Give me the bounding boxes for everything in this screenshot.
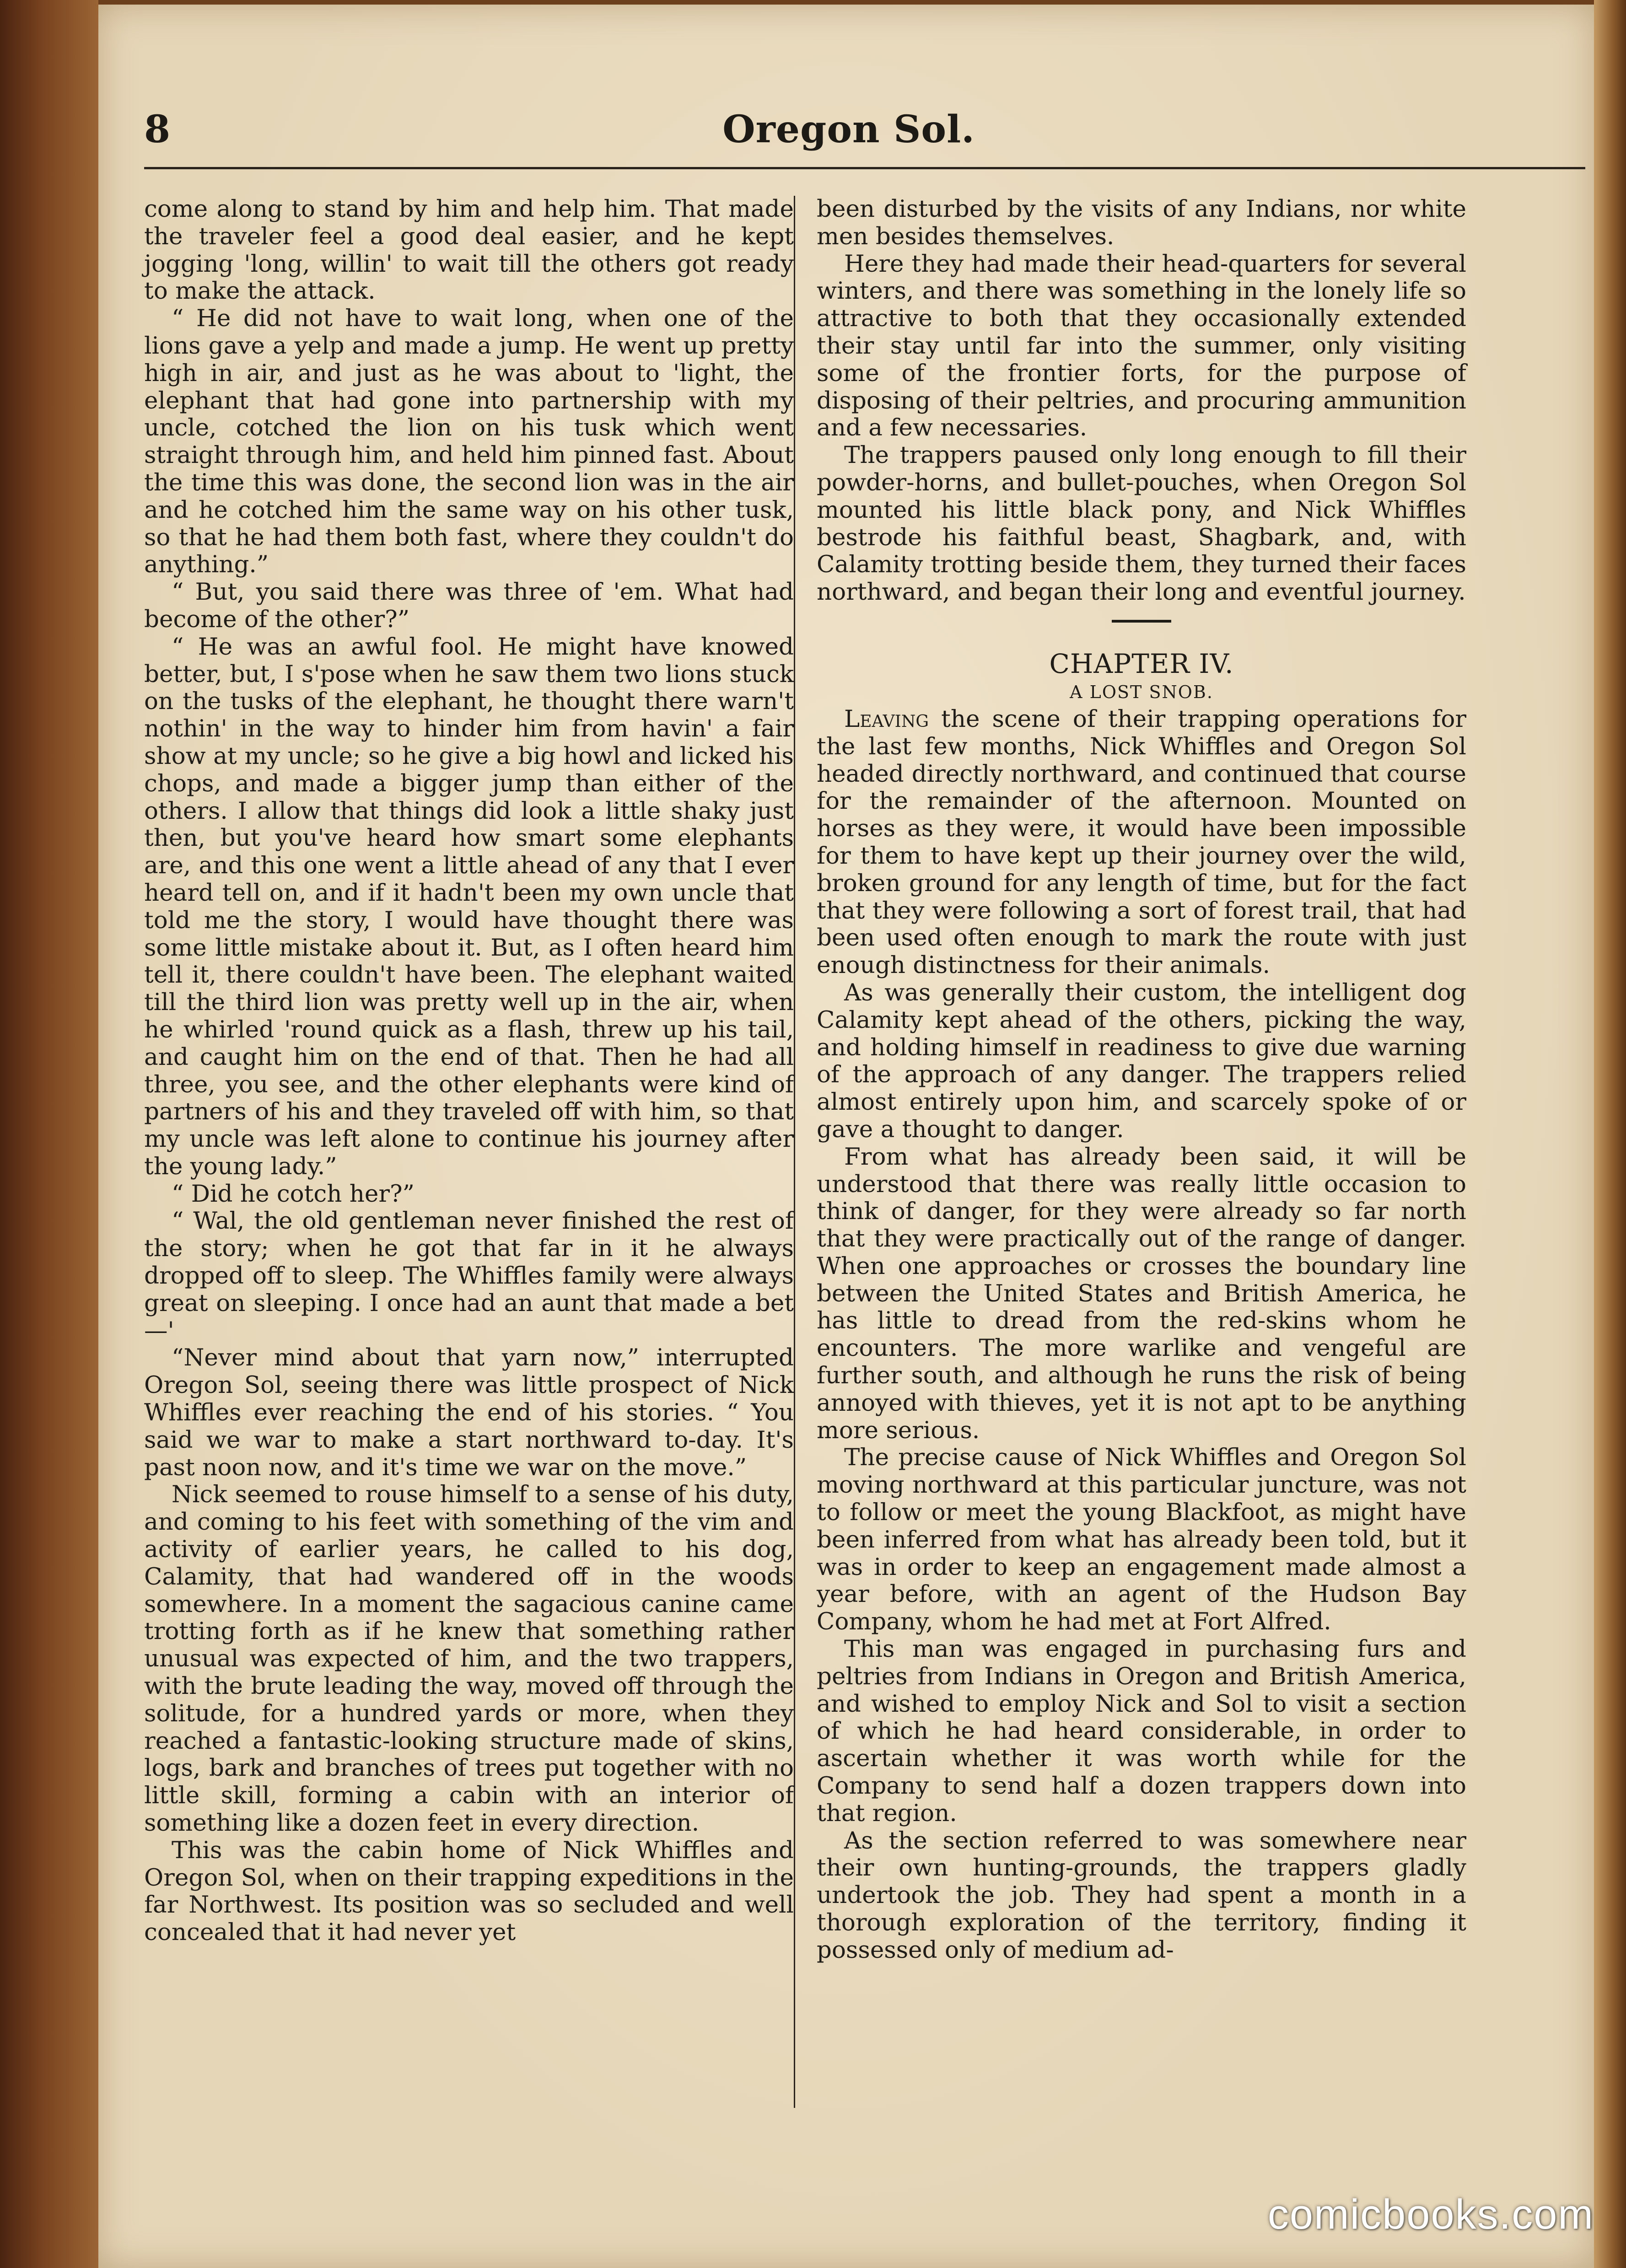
page-header [144, 98, 1553, 162]
right-column [817, 196, 1466, 1964]
header-rule [144, 167, 1585, 169]
paragraph: From what has already been said, it will be understood that there was really little occasion to think of danger, for they were already so far north that they were practically out of the range of danger. When one approaches or crosses the boundary line between the United States and British America, he has little to dread from the red-skins whom he encounters. The more warlike and vengeful are further south, and although he runs the risk of being annoyed with thieves, yet it is not apt to be anything more serious. [817, 1143, 1466, 1444]
section-divider [1112, 620, 1171, 623]
paragraph: “ He did not have to wait long, when one of the lions gave a yelp and made a jump. He went up pretty high in air, and just as he was about to 'light, the elephant that had gone into partnership with my uncle, cotched the lion on his tusk which went straight through him, and held him pinned fast. About the time this was done, the second lion was in the air and he cotched him the same way on his other tusk, so that he had them both fast, where they couldn't do anything.” [144, 305, 794, 579]
paragraph: come along to stand by him and help him. That made the traveler feel a good deal easier, and he kept jogging 'long, willin' to wait till the others got ready to make the attack. [144, 195, 794, 305]
paragraph: been disturbed by the visits of any Indians, nor white men besides themselves. [817, 195, 1466, 250]
watermark: comicbooks.com [1267, 2191, 1594, 2238]
right-page-edge [1594, 0, 1626, 2268]
paragraph: The precise cause of Nick Whiffles and Oregon Sol moving northward at this particular juncture, was not to follow or meet the young Blackfoot, as might have been inferred from what has already been told, but it was in order to keep an engagement made almost a year before, with an agent of the Hudson Bay Company, whom he had met at Fort Alfred. [817, 1444, 1466, 1636]
chapter-title: CHAPTER IV. [1049, 648, 1234, 679]
paragraph: “ He was an awful fool. He might have knowed better, but, I s'pose when he saw them two lions stuck on the tusks of the elephant, he thought there warn't nothin' in the way to hinder him from havin' a fair show at my uncle; so he give a big howl and licked his chops, and made a bigger jump than either of the others. I allow that things did look a little shaky just then, but you've heard how smart some elephants are, and this one went a little ahead of any that I ever heard tell on, and if it hadn't been my own uncle that told me the story, I would have thought there was some little mistake about it. But, as I often heard him tell it, there couldn't have been. The elephant waited till the third lion was pretty well up in the air, when he whirled 'round quick as a flash, threw up his tail, and caught him on the end of that. Then he had all three, you see, and the other elephants were kind of partners of his and they traveled off with him, so that my uncle was left alone to continue his journey after the young lady.” [144, 633, 794, 1180]
newspaper-page [98, 5, 1594, 2268]
page-number: 8 [144, 107, 171, 151]
paragraph: Here they had made their head-quarters for several winters, and there was something in the lonely life so attractive to both that they occasionally extended their stay until far into the summer, only visiting some of the frontier forts, for the purpose of disposing of their peltries, and procuring ammunition and a few necessaries. [817, 250, 1466, 442]
lead-rest: the scene of their trapping operations for the last few months, Nick Whiffles and Oregon Sol headed directly northward, and continued that course for the remainder of the afternoon. Mounted on horses as they were, it would have been impossible for them to have kept up their journey over the wild, broken ground for any length of time, but for the fact that they were following a sort of forest trail, that had been used often enough to mark the route with just enough distinctness for their animals. [817, 705, 1466, 979]
paragraph: This was the cabin home of Nick Whiffles and Oregon Sol, when on their trapping expeditions in the far Northwest. Its position was so secluded and well concealed that it had never yet [144, 1836, 794, 1946]
paragraph: “Never mind about that yarn now,” interrupted Oregon Sol, seeing there was little prospect of Nick Whiffles ever reaching the end of his stories. “ You said we war to make a start northward to-day. It's past noon now, and it's time we war on the move.” [144, 1344, 794, 1481]
paragraph: “ Wal, the old gentleman never finished the rest of the story; when he got that far in it he always dropped off to sleep. The Whiffles family were always great on sleeping. I once had an aunt that made a bet—' [144, 1207, 794, 1344]
paragraph: Nick seemed to rouse himself to a sense of his duty, and coming to his feet with something of the vim and activity of earlier years, he called to his dog, Calamity, that had wandered off in the woods somewhere. In a moment the sagacious canine came trotting forth as if he knew that something rather unusual was expected of him, and the two trappers, with the brute leading the way, moved off through the solitude, for a hundred yards or more, when they reached a fantastic-looking structure made of skins, logs, bark and branches of trees put together with no little skill, forming a cabin with an interior of something like a dozen feet in every direction. [144, 1481, 794, 1837]
paragraph: “ Did he cotch her?” [172, 1180, 415, 1208]
running-title: Oregon Sol. [722, 107, 975, 151]
paragraph: The trappers paused only long enough to fill their powder-horns, and bullet-pouches, when Oregon Sol mounted his little black pony, and Nick Whiffles bestrode his faithful beast, Shagbark, and, with Calamity trotting beside them, they turned their faces northward, and began their long and eventful journey. [817, 441, 1466, 606]
paragraph: As was generally their custom, the intelligent dog Calamity kept ahead of the others, picking the way, and holding himself in readiness to give due warning of the approach of any danger. The trappers relied almost entirely upon him, and scarcely spoke of or gave a thought to danger. [817, 978, 1466, 1143]
paragraph: This man was engaged in purchasing furs and peltries from Indians in Oregon and British America, and wished to employ Nick and Sol to visit a section of which he had heard considerable, in order to ascertain whether it was worth while for the Company to send half a dozen trappers down into that region. [817, 1635, 1466, 1827]
chapter-opening-paragraph [817, 706, 1466, 979]
left-binding-edge [0, 0, 98, 2268]
chapter-subtitle: A LOST SNOB. [1070, 682, 1213, 702]
lead-word: Leaving [844, 705, 929, 733]
left-column [144, 196, 794, 1946]
paragraph: “ But, you said there was three of 'em. What had become of the other?” [144, 578, 794, 633]
column-divider [794, 196, 795, 2108]
paragraph: As the section referred to was somewhere near their own hunting-grounds, the trappers gladly undertook the job. They had spent a month in a thorough exploration of the territory, finding it possessed only of medium ad- [817, 1827, 1466, 1964]
